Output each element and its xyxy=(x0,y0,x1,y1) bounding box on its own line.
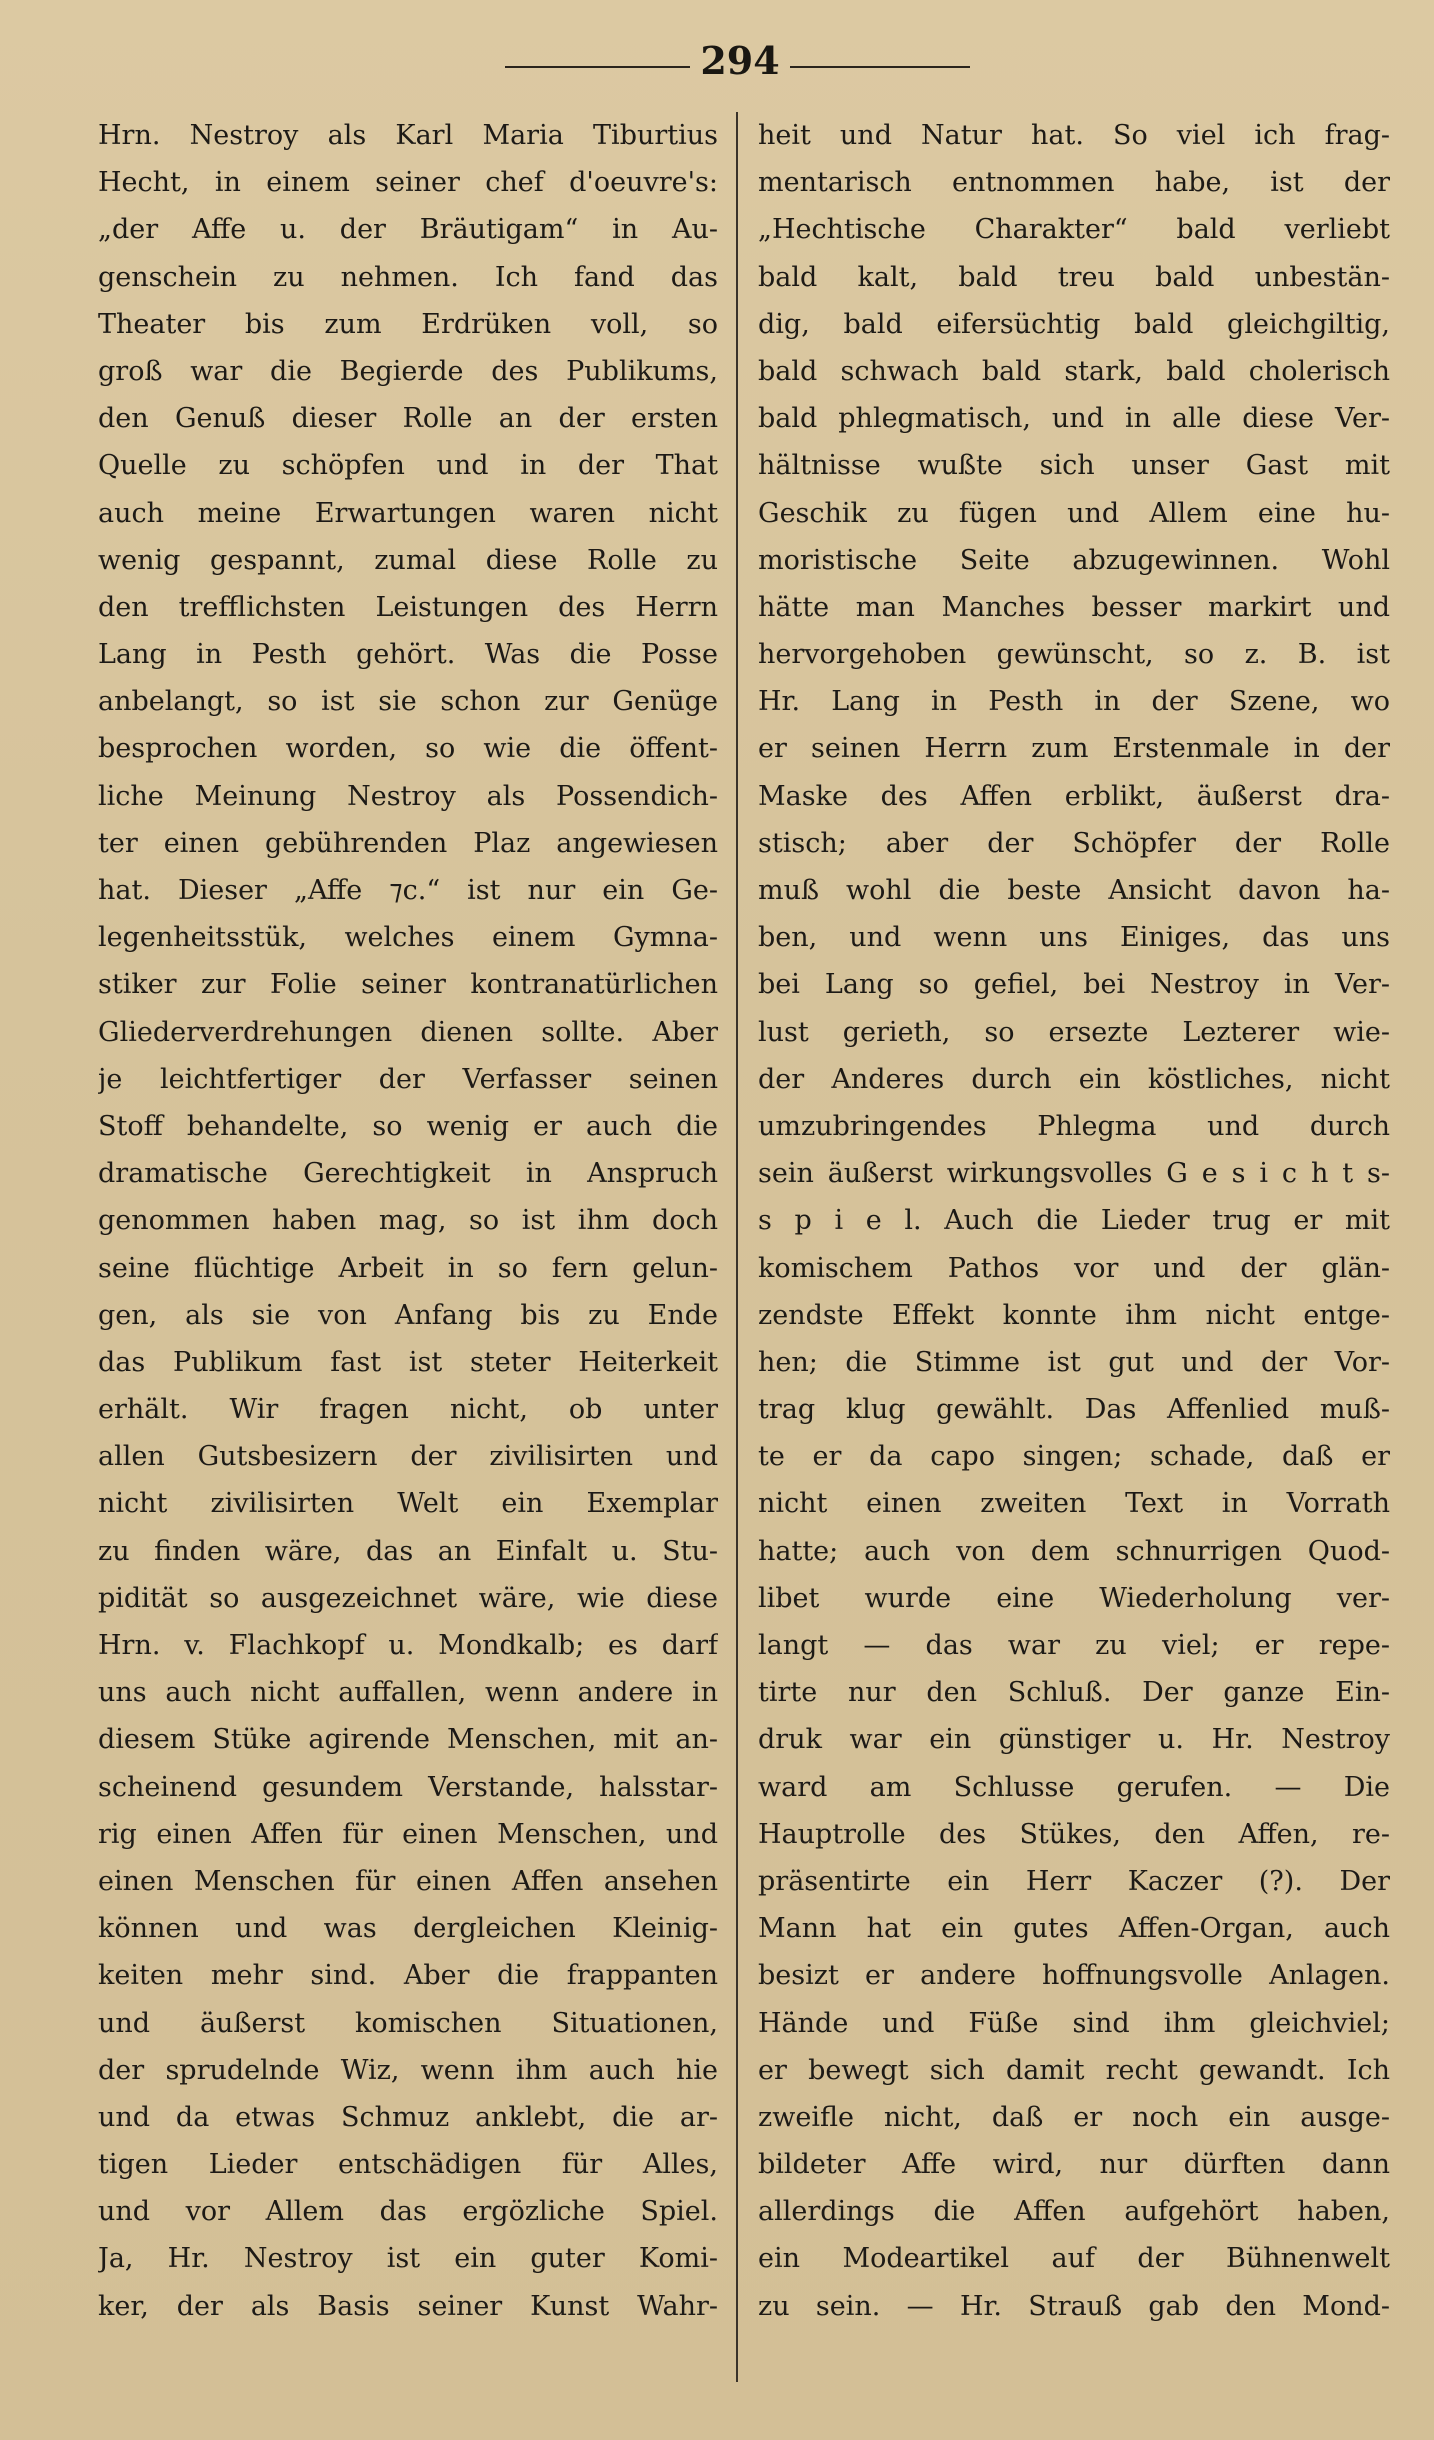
text-line: keiten mehr sind. Aber die frappanten xyxy=(98,1960,718,1992)
text-line: lust gerieth, so ersezte Lezterer wie- xyxy=(758,1016,1390,1048)
text-line: ben, und wenn uns Einiges, das uns xyxy=(758,922,1390,954)
text-line: Hecht, in einem seiner chef d'oeuvre's: xyxy=(98,167,718,199)
text-line: genommen haben mag, so ist ihm doch xyxy=(98,1205,718,1237)
text-line: bald schwach bald stark, bald cholerisch xyxy=(758,355,1390,387)
text-line: tirte nur den Schluß. Der ganze Ein- xyxy=(758,1677,1390,1709)
text-line: uns auch nicht auffallen, wenn andere in xyxy=(98,1677,718,1709)
text-line: hätte man Manches besser markirt und xyxy=(758,591,1390,623)
text-line: hat. Dieser „Affe ⁊c.“ ist nur ein Ge- xyxy=(98,875,718,906)
text-line: zu sein. — Hr. Strauß gab den Mond- xyxy=(758,2290,1390,2322)
text-line: pidität so ausgezeichnet wäre, wie diese xyxy=(98,1582,718,1614)
text-line: Ja, Hr. Nestroy ist ein guter Komi- xyxy=(98,2243,718,2275)
page-number: 294 xyxy=(700,38,780,83)
text-line: groß war die Begierde des Publikums, xyxy=(98,355,718,387)
text-line: Gliederverdrehungen dienen sollte. Aber xyxy=(98,1016,718,1048)
text-line: Hände und Füße sind ihm gleichviel; xyxy=(758,2007,1390,2039)
text-line: hältnisse wußte sich unser Gast mit xyxy=(758,450,1390,482)
text-line: seine flüchtige Arbeit in so fern gelun- xyxy=(98,1252,718,1284)
text-line: stisch; aber der Schöpfer der Rolle xyxy=(758,827,1390,859)
text-line: allerdings die Affen aufgehört haben, xyxy=(758,2196,1390,2228)
text-line: Maske des Affen erblikt, äußerst dra- xyxy=(758,780,1390,812)
text-line: zweifle nicht, daß er noch ein ausge- xyxy=(758,2101,1390,2133)
text-line: diesem Stüke agirende Menschen, mit an- xyxy=(98,1724,718,1756)
text-line: langt — das war zu viel; er repe- xyxy=(758,1630,1390,1661)
text-line: Theater bis zum Erdrüken voll, so xyxy=(98,308,718,340)
text-line: „der Affe u. der Bräutigam“ in Au- xyxy=(98,214,718,246)
right-text-column xyxy=(758,112,1390,2330)
header-rule-left xyxy=(505,66,690,68)
text-line: bei Lang so gefiel, bei Nestroy in Ver- xyxy=(758,969,1390,1001)
text-line: „Hechtische Charakter“ bald verliebt xyxy=(758,214,1390,246)
text-line: einen Menschen für einen Affen ansehen xyxy=(98,1865,718,1897)
text-line: Quelle zu schöpfen und in der That xyxy=(98,450,718,482)
text-line: gen, als sie von Anfang bis zu Ende xyxy=(98,1299,718,1331)
text-line: te er da capo singen; schade, daß er xyxy=(758,1441,1390,1473)
text-line: und da etwas Schmuz anklebt, die ar- xyxy=(98,2101,718,2133)
text-line: dig, bald eifersüchtig bald gleichgiltig, xyxy=(758,308,1390,340)
text-line: den Genuß dieser Rolle an der ersten xyxy=(98,403,718,435)
text-line: liche Meinung Nestroy als Possendich- xyxy=(98,780,718,812)
text-line: Mann hat ein gutes Affen-Organ, auch xyxy=(758,1913,1390,1945)
text-line: Hrn. Nestroy als Karl Maria Tiburtius xyxy=(98,120,718,151)
text-line: komischem Pathos vor und der glän- xyxy=(758,1252,1390,1284)
text-line: ter einen gebührenden Plaz angewiesen xyxy=(98,827,718,859)
text-line: besprochen worden, so wie die öffent- xyxy=(98,733,718,765)
left-text-column xyxy=(98,112,718,2330)
text-line: besizt er andere hoffnungsvolle Anlagen. xyxy=(758,1960,1390,1992)
text-line: rig einen Affen für einen Menschen, und xyxy=(98,1818,718,1850)
text-line: umzubringendes Phlegma und durch xyxy=(758,1110,1390,1142)
text-line: libet wurde eine Wiederholung ver- xyxy=(758,1582,1390,1614)
text-line: heit und Natur hat. So viel ich frag- xyxy=(758,120,1390,151)
text-line: und äußerst komischen Situationen, xyxy=(98,2007,718,2039)
text-line: s p i e l. Auch die Lieder trug er mit xyxy=(758,1205,1390,1237)
text-line: stiker zur Folie seiner kontranatürlichen xyxy=(98,969,718,1001)
text-line: können und was dergleichen Kleinig- xyxy=(98,1913,718,1945)
text-line: druk war ein günstiger u. Hr. Nestroy xyxy=(758,1724,1390,1756)
text-line: Geschik zu fügen und Allem eine hu- xyxy=(758,497,1390,529)
text-line: er seinen Herrn zum Erstenmale in der xyxy=(758,733,1390,765)
text-line: anbelangt, so ist sie schon zur Genüge xyxy=(98,686,718,718)
text-line: nicht einen zweiten Text in Vorrath xyxy=(758,1488,1390,1520)
text-line: bildeter Affe wird, nur dürften dann xyxy=(758,2149,1390,2181)
text-line: scheinend gesundem Verstande, halsstar- xyxy=(98,1771,718,1803)
text-line: ein Modeartikel auf der Bühnenwelt xyxy=(758,2243,1390,2275)
text-line: Hr. Lang in Pesth in der Szene, wo xyxy=(758,686,1390,718)
text-line: Stoff behandelte, so wenig er auch die xyxy=(98,1110,718,1142)
column-divider xyxy=(736,112,738,2382)
text-line: Lang in Pesth gehört. Was die Posse xyxy=(98,639,718,671)
page-header xyxy=(0,38,1434,98)
text-line: nicht zivilisirten Welt ein Exemplar xyxy=(98,1488,718,1520)
text-line: auch meine Erwartungen waren nicht xyxy=(98,497,718,529)
text-line: Hrn. v. Flachkopf u. Mondkalb; es darf xyxy=(98,1630,718,1661)
text-line: erhält. Wir fragen nicht, ob unter xyxy=(98,1394,718,1426)
text-line: ward am Schlusse gerufen. — Die xyxy=(758,1771,1390,1803)
text-line: genschein zu nehmen. Ich fand das xyxy=(98,261,718,293)
text-line: tigen Lieder entschädigen für Alles, xyxy=(98,2149,718,2181)
text-line: den trefflichsten Leistungen des Herrn xyxy=(98,591,718,623)
text-line: das Publikum fast ist steter Heiterkeit xyxy=(98,1346,718,1378)
text-line: bald phlegmatisch, und in alle diese Ver- xyxy=(758,403,1390,435)
text-line: präsentirte ein Herr Kaczer (?). Der xyxy=(758,1865,1390,1897)
text-line: je leichtfertiger der Verfasser seinen xyxy=(98,1063,718,1095)
text-line: sein äußerst wirkungsvolles G e s i c h t s- xyxy=(758,1158,1390,1190)
text-line: ker, der als Basis seiner Kunst Wahr- xyxy=(98,2290,718,2322)
text-line: hen; die Stimme ist gut und der Vor- xyxy=(758,1346,1390,1378)
text-line: mentarisch entnommen habe, ist der xyxy=(758,167,1390,199)
text-line: der sprudelnde Wiz, wenn ihm auch hie xyxy=(98,2054,718,2086)
text-line: Hauptrolle des Stükes, den Affen, re- xyxy=(758,1818,1390,1850)
header-rule-right xyxy=(790,66,970,68)
text-line: allen Gutsbesizern der zivilisirten und xyxy=(98,1441,718,1473)
text-line: moristische Seite abzugewinnen. Wohl xyxy=(758,544,1390,576)
text-line: zendste Effekt konnte ihm nicht entge- xyxy=(758,1299,1390,1331)
text-line: bald kalt, bald treu bald unbestän- xyxy=(758,261,1390,293)
text-line: hatte; auch von dem schnurrigen Quod- xyxy=(758,1535,1390,1567)
text-line: legenheitsstük, welches einem Gymna- xyxy=(98,922,718,954)
text-line: er bewegt sich damit recht gewandt. Ich xyxy=(758,2054,1390,2086)
text-line: hervorgehoben gewünscht, so z. B. ist xyxy=(758,639,1390,671)
text-line: zu finden wäre, das an Einfalt u. Stu- xyxy=(98,1535,718,1567)
text-line: dramatische Gerechtigkeit in Anspruch xyxy=(98,1158,718,1190)
text-line: der Anderes durch ein köstliches, nicht xyxy=(758,1063,1390,1095)
text-line: muß wohl die beste Ansicht davon ha- xyxy=(758,875,1390,906)
text-line: wenig gespannt, zumal diese Rolle zu xyxy=(98,544,718,576)
text-line: trag klug gewählt. Das Affenlied muß- xyxy=(758,1394,1390,1426)
text-line: und vor Allem das ergözliche Spiel. xyxy=(98,2196,718,2228)
